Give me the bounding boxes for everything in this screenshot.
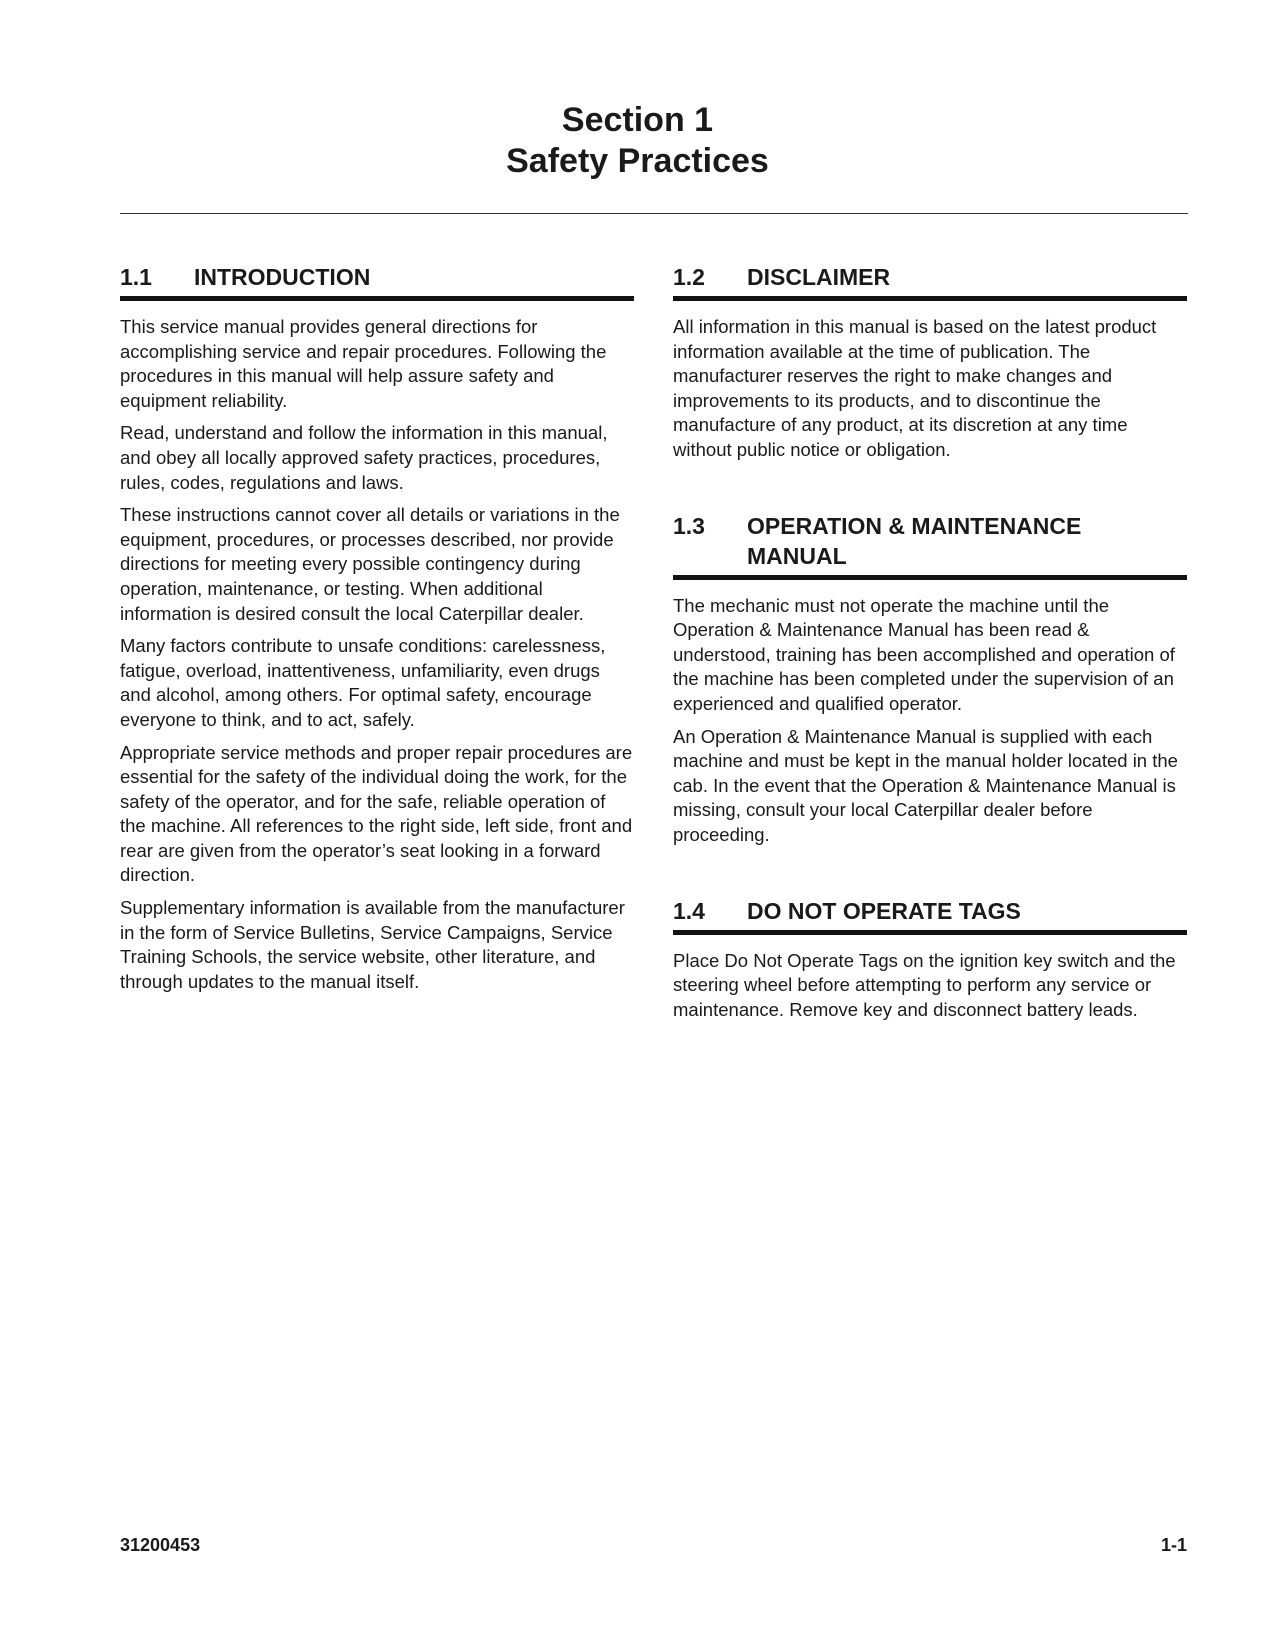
heading-operation-maintenance-manual <box>673 511 1187 580</box>
heading-number: 1.4 <box>673 897 705 924</box>
section-spacer <box>673 856 1187 896</box>
heading-introduction <box>120 262 634 301</box>
paragraph: An Operation & Maintenance Manual is supplied with each machine and must be kept in the manual holder located in the cab. In the event that the Operation & Maintenance Manual is missing, consult your local Caterpillar dealer before proceeding. <box>673 725 1178 845</box>
heading-title: DISCLAIMER <box>747 264 891 290</box>
section-number-title: Section 1 <box>561 101 714 139</box>
paragraph: These instructions cannot cover all details or variations in the equipment, procedures, or processes described, nor provide directions for meeting every possible contingency during operation, maintenance, or testing. When additional information is desired consult the local Caterpillar dealer. <box>120 504 620 624</box>
heading-title: OPERATION & MAINTENANCE MANUAL <box>747 512 1082 569</box>
heading-number: 1.1 <box>120 264 152 290</box>
right-column <box>673 262 1187 1030</box>
heading-title: INTRODUCTION <box>194 264 371 290</box>
paragraph: The mechanic must not operate the machine until the Operation & Maintenance Manual has been read & understood, training has been accomplished and operation of the machine has been completed under the supervision of an experienced and qualified operator. <box>673 594 1175 714</box>
title-divider <box>120 213 1188 214</box>
heading-do-not-operate-tags <box>673 896 1187 935</box>
paragraph: Supplementary information is available from the manufacturer in the form of Service Bulletins, Service Campaigns, Service Training Schools, the service website, other literature, and through updates to the manual itself. <box>120 897 625 992</box>
section-spacer <box>673 471 1187 511</box>
heading-number: 1.3 <box>673 512 705 539</box>
paragraph: All information in this manual is based on the latest product information available at the time of publication. The manufacturer reserves the right to make changes and improvements to its products, and to discontinue the manufacture of any product, at its discretion at any time without public notice or obligation. <box>673 316 1157 460</box>
heading-number: 1.2 <box>673 264 705 290</box>
footer-doc-number: 31200453 <box>120 1535 201 1555</box>
paragraph: Read, understand and follow the information in this manual, and obey all locally approved safety practices, procedures, rules, codes, regulations and laws. <box>120 422 608 493</box>
paragraph: Many factors contribute to unsafe conditions: carelessness, fatigue, overload, inattentiveness, unfamiliarity, even drugs and alcohol, among others. For optimal safety, encourage everyone to think, and to act, safely. <box>120 635 606 730</box>
section-name-title: Safety Practices <box>506 142 769 180</box>
heading-disclaimer <box>673 262 1187 301</box>
paragraph: This service manual provides general directions for accomplishing service and repair procedures. Following the procedures in this manual will help assure safety and equipment reliability. <box>120 316 607 411</box>
page-title <box>0 100 1275 182</box>
paragraph: Appropriate service methods and proper repair procedures are essential for the safety of the individual doing the work, for the safety of the operator, and for the safe, reliable operation of the machine. All references to the right side, left side, front and rear are given from the operator’s seat looking in a forward direction. <box>120 741 633 886</box>
left-column <box>120 262 634 1002</box>
footer-page-number: 1-1 <box>1160 1535 1187 1555</box>
heading-title: DO NOT OPERATE TAGS <box>747 897 1021 924</box>
paragraph: Place Do Not Operate Tags on the ignition key switch and the steering wheel before attempting to perform any service or maintenance. Remove key and disconnect battery leads. <box>673 949 1176 1020</box>
